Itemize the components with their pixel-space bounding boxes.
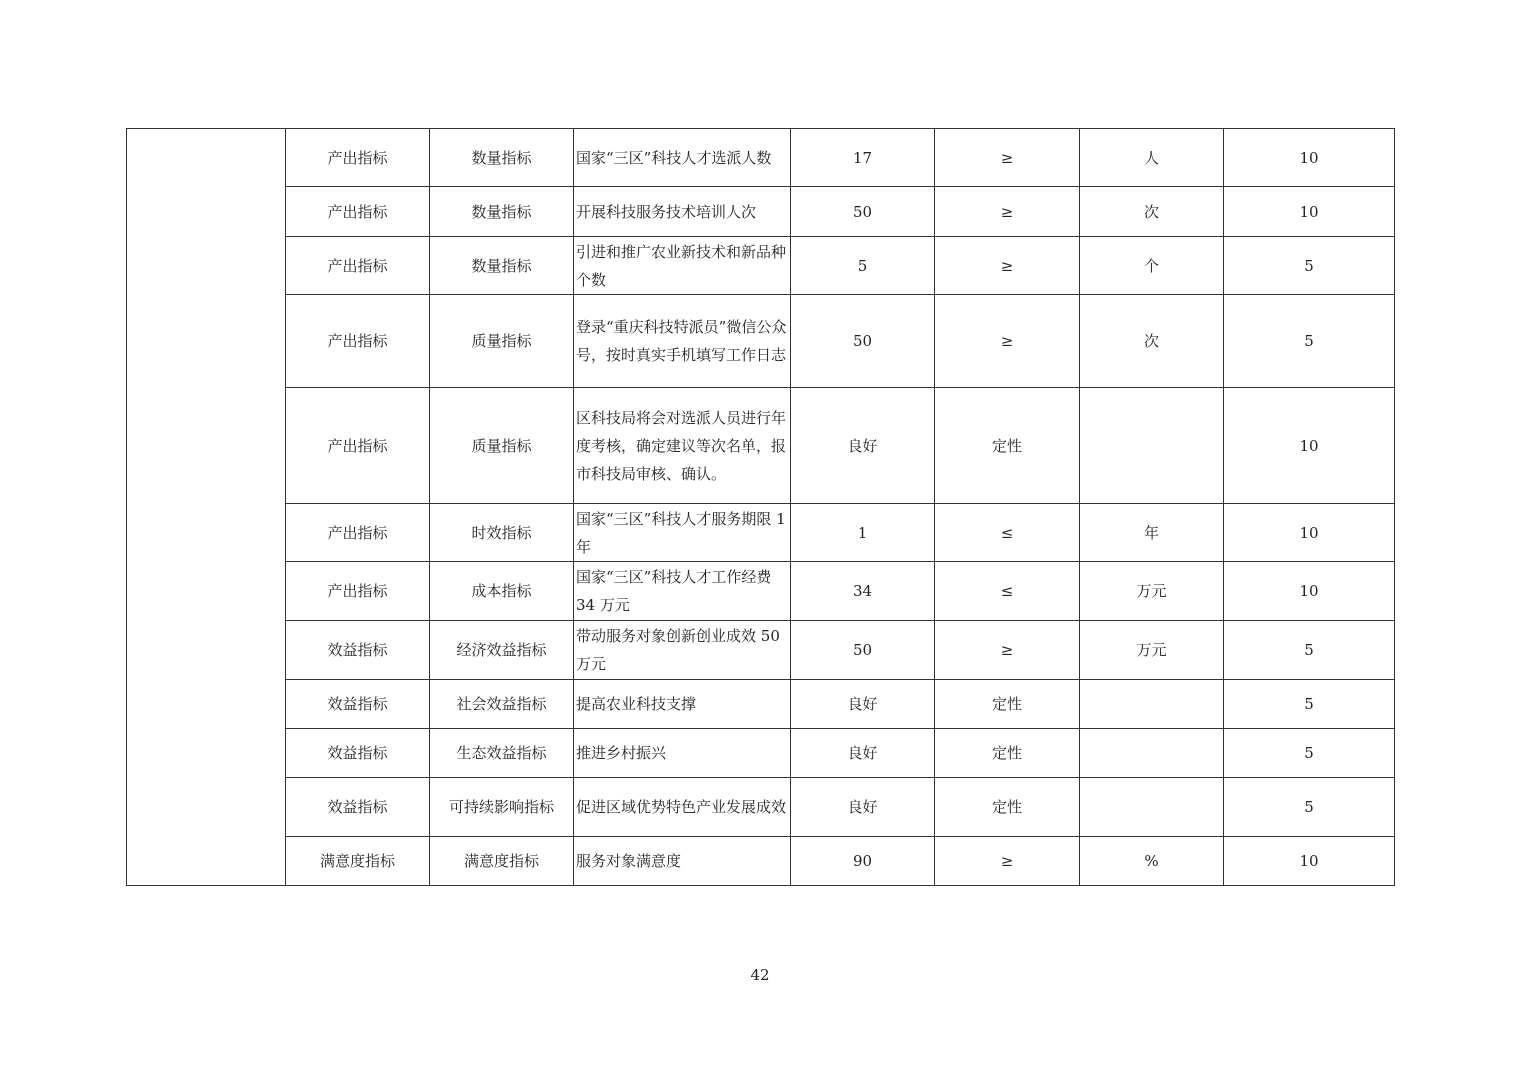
indicator-score: 10 <box>1224 388 1395 504</box>
indicator-operator: ≥ <box>935 129 1080 187</box>
indicator-operator: ≤ <box>935 504 1080 562</box>
indicator-value: 良好 <box>791 680 935 729</box>
level2-indicator: 社会效益指标 <box>430 680 574 729</box>
indicator-name: 国家“三区”科技人才工作经费 34 万元 <box>574 562 791 621</box>
table-row <box>127 729 1395 778</box>
indicator-value: 17 <box>791 129 935 187</box>
indicator-name: 推进乡村振兴 <box>574 729 791 778</box>
indicator-name: 带动服务对象创新创业成效 50 万元 <box>574 621 791 680</box>
indicator-name: 促进区域优势特色产业发展成效 <box>574 778 791 837</box>
indicator-unit <box>1080 680 1224 729</box>
indicator-value: 90 <box>791 837 935 886</box>
indicator-score: 5 <box>1224 295 1395 388</box>
indicator-value: 50 <box>791 295 935 388</box>
level2-indicator: 时效指标 <box>430 504 574 562</box>
level1-indicator: 产出指标 <box>286 295 430 388</box>
level2-indicator: 满意度指标 <box>430 837 574 886</box>
indicator-operator: ≥ <box>935 295 1080 388</box>
level2-indicator: 成本指标 <box>430 562 574 621</box>
level2-indicator: 可持续影响指标 <box>430 778 574 837</box>
table-row <box>127 621 1395 680</box>
indicator-value: 50 <box>791 621 935 680</box>
indicator-operator: ≤ <box>935 562 1080 621</box>
indicator-name: 服务对象满意度 <box>574 837 791 886</box>
level2-indicator: 经济效益指标 <box>430 621 574 680</box>
indicator-name: 国家“三区”科技人才服务期限 1 年 <box>574 504 791 562</box>
indicator-score: 5 <box>1224 621 1395 680</box>
table-row <box>127 388 1395 504</box>
indicator-value: 良好 <box>791 778 935 837</box>
indicator-score: 5 <box>1224 778 1395 837</box>
level1-indicator: 产出指标 <box>286 129 430 187</box>
level1-indicator: 效益指标 <box>286 729 430 778</box>
indicator-name: 区科技局将会对选派人员进行年度考核，确定建议等次名单，报市科技局审核、确认。 <box>574 388 791 504</box>
indicator-operator: ≥ <box>935 237 1080 295</box>
indicator-name: 提高农业科技支撑 <box>574 680 791 729</box>
table-row <box>127 295 1395 388</box>
level1-indicator: 效益指标 <box>286 621 430 680</box>
indicator-operator: 定性 <box>935 680 1080 729</box>
indicator-operator: ≥ <box>935 187 1080 237</box>
level1-indicator: 产出指标 <box>286 562 430 621</box>
indicator-unit: 个 <box>1080 237 1224 295</box>
indicator-score: 10 <box>1224 837 1395 886</box>
indicator-operator: ≥ <box>935 621 1080 680</box>
performance-indicator-table <box>126 128 1395 886</box>
indicator-unit: 人 <box>1080 129 1224 187</box>
table-row <box>127 778 1395 837</box>
indicator-unit: 年 <box>1080 504 1224 562</box>
indicator-operator: 定性 <box>935 388 1080 504</box>
indicator-score: 10 <box>1224 562 1395 621</box>
level1-indicator: 效益指标 <box>286 680 430 729</box>
indicator-score: 10 <box>1224 504 1395 562</box>
indicator-name: 开展科技服务技术培训人次 <box>574 187 791 237</box>
indicator-value: 1 <box>791 504 935 562</box>
table-row <box>127 187 1395 237</box>
indicator-score: 5 <box>1224 729 1395 778</box>
indicator-value: 5 <box>791 237 935 295</box>
indicator-score: 5 <box>1224 237 1395 295</box>
indicator-value: 34 <box>791 562 935 621</box>
table-row <box>127 680 1395 729</box>
table-row <box>127 504 1395 562</box>
merged-blank-cell <box>127 129 286 886</box>
indicator-value: 良好 <box>791 729 935 778</box>
indicator-unit: 万元 <box>1080 621 1224 680</box>
indicator-unit: 次 <box>1080 187 1224 237</box>
indicator-name: 国家“三区”科技人才选派人数 <box>574 129 791 187</box>
table-row <box>127 837 1395 886</box>
indicator-score: 10 <box>1224 129 1395 187</box>
indicator-unit <box>1080 388 1224 504</box>
indicator-operator: 定性 <box>935 729 1080 778</box>
level1-indicator: 产出指标 <box>286 237 430 295</box>
indicator-name: 引进和推广农业新技术和新品种个数 <box>574 237 791 295</box>
indicator-value: 50 <box>791 187 935 237</box>
indicator-value: 良好 <box>791 388 935 504</box>
indicator-unit: % <box>1080 837 1224 886</box>
indicator-unit <box>1080 778 1224 837</box>
indicator-unit: 次 <box>1080 295 1224 388</box>
table-row <box>127 237 1395 295</box>
level2-indicator: 质量指标 <box>430 388 574 504</box>
level1-indicator: 产出指标 <box>286 388 430 504</box>
level2-indicator: 质量指标 <box>430 295 574 388</box>
indicator-operator: ≥ <box>935 837 1080 886</box>
level1-indicator: 效益指标 <box>286 778 430 837</box>
level2-indicator: 数量指标 <box>430 187 574 237</box>
level2-indicator: 数量指标 <box>430 237 574 295</box>
level2-indicator: 生态效益指标 <box>430 729 574 778</box>
level1-indicator: 产出指标 <box>286 504 430 562</box>
table-row <box>127 129 1395 187</box>
level1-indicator: 满意度指标 <box>286 837 430 886</box>
indicator-score: 5 <box>1224 680 1395 729</box>
level2-indicator: 数量指标 <box>430 129 574 187</box>
page-number: 42 <box>750 966 770 984</box>
indicator-unit: 万元 <box>1080 562 1224 621</box>
table-row <box>127 562 1395 621</box>
level1-indicator: 产出指标 <box>286 187 430 237</box>
indicator-score: 10 <box>1224 187 1395 237</box>
indicator-operator: 定性 <box>935 778 1080 837</box>
indicator-unit <box>1080 729 1224 778</box>
indicator-name: 登录“重庆科技特派员”微信公众号，按时真实手机填写工作日志 <box>574 295 791 388</box>
